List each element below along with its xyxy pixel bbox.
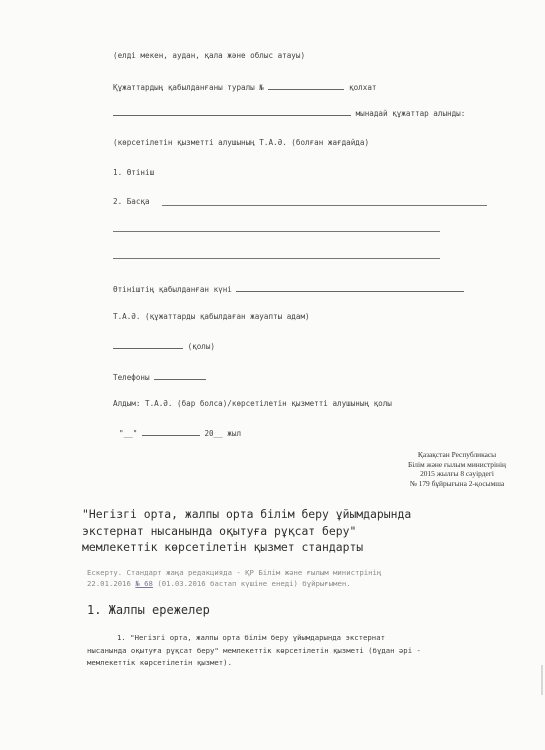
scan-edge-mark — [541, 665, 543, 695]
phone-label: Телефоны — [113, 373, 150, 382]
amendment-note — [87, 568, 487, 589]
signature-blank — [113, 340, 183, 349]
signature-line — [113, 340, 215, 351]
title-line-1: "Негізгі орта, жалпы орта білім беру ұйымдарында — [82, 507, 412, 521]
title-line-3: мемлекеттік көрсетілетін қызмет стандарты — [82, 540, 364, 554]
stamp-line-1: Қазақстан Республикасы — [417, 450, 497, 459]
title-line-2: экстернат нысанында оқытуға рұқсат беру" — [82, 523, 357, 538]
accepted-date-line — [113, 283, 464, 294]
date-year: 20__ жыл — [204, 429, 242, 438]
receipt-number-blank — [268, 81, 344, 90]
receipt-suffix: қолхат — [349, 83, 377, 92]
appendix-stamp — [392, 450, 522, 488]
note-line-2 — [87, 579, 487, 590]
accepted-date-blank — [236, 283, 464, 292]
receipt-prefix: Құжаттардың қабылданғаны туралы № — [113, 83, 264, 92]
phone-line — [113, 371, 206, 382]
note-date: 22.01.2016 — [87, 578, 131, 588]
documents-line — [113, 107, 465, 118]
locality-hint: (елді мекен, аудан, қала және облыс атауы) — [113, 51, 306, 60]
documents-blank — [113, 107, 351, 116]
other-blank-1 — [162, 205, 487, 206]
date-line — [119, 427, 241, 438]
note-effective: (01.03.2016 бастап күшіне енеді) бұйрығымен. — [157, 578, 351, 588]
stamp-line-3: 2015 жылғы 8 сәуірдегі — [420, 469, 494, 479]
section-heading: 1. Жалпы ережелер — [87, 603, 210, 617]
para-line-2: нысанында оқытуға рұқсат беру" мемлекеттік көрсетілетін қызметі (бұдан әрі - — [87, 645, 421, 655]
signature-label: (қолы) — [187, 342, 216, 351]
note-line-1: Ескерту. Стандарт жаңа редакцияда - ҚР Білім және ғылым министрінің — [87, 568, 382, 577]
receipt-line — [113, 81, 376, 92]
documents-suffix: мынадай құжаттар алынды: — [355, 109, 466, 118]
officer-name-label: Т.А.Ә. (құжаттарды қабылдаған жауапты адам) — [113, 312, 310, 321]
para-line-3: мемлекеттік көрсетілетін қызмет). — [87, 658, 232, 667]
para-line-1: 1. "Негізгі орта, жалпы орта білім беру ұйымдарында экстернат — [117, 633, 385, 642]
stamp-line-2: Білім және ғылым министрінің — [407, 459, 507, 469]
other-blank-2 — [113, 231, 440, 232]
date-month-blank — [142, 427, 200, 436]
phone-blank — [154, 371, 206, 380]
order-link[interactable]: № 68 — [135, 578, 153, 588]
standard-title — [82, 506, 502, 556]
item-other: 2. Басқа — [113, 197, 150, 206]
section-paragraph — [87, 632, 482, 670]
applicant-hint: (көрсетілетін қызметті алушының Т.А.Ә. (болған жағдайда) — [113, 138, 370, 147]
other-blank-3 — [113, 258, 440, 259]
received-by-label: Алдым: Т.А.Ә. (бар болса)/көрсетілетін қызметті алушының қолы — [113, 399, 392, 408]
date-day: "__" — [119, 429, 138, 438]
item-application: 1. Өтініш — [113, 168, 155, 177]
accepted-date-label: Өтініштің қабылданған күні — [113, 285, 232, 294]
stamp-line-4: № 179 бұйрығына 2-қосымша — [409, 478, 505, 488]
